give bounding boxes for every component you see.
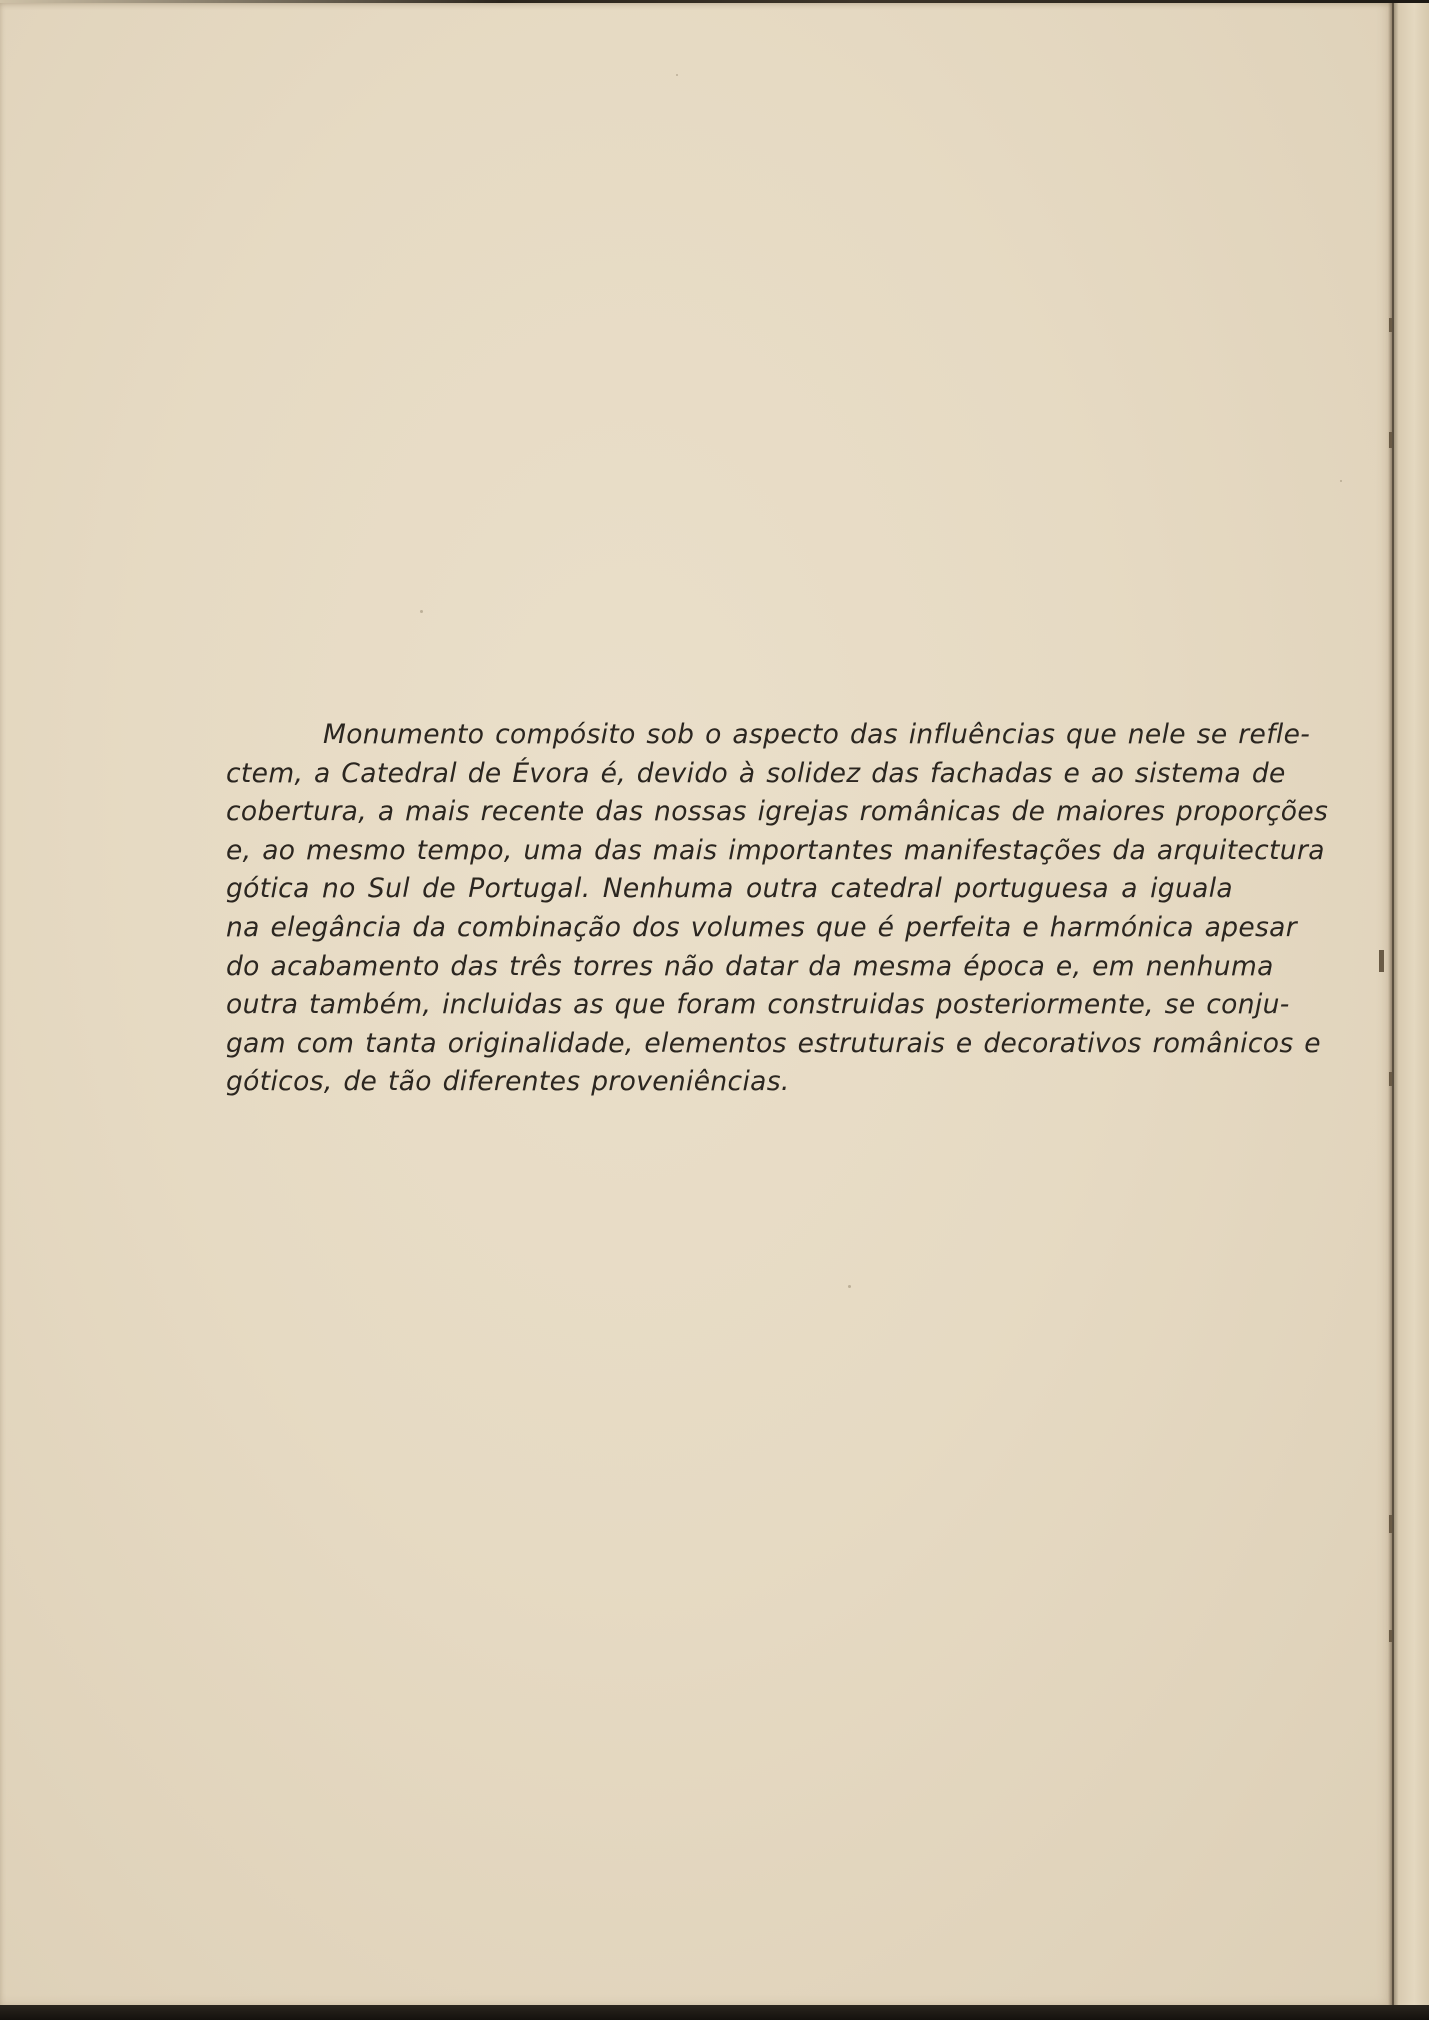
paper-speck — [676, 74, 678, 76]
binding-mark — [1389, 1072, 1392, 1086]
paragraph-line: Monumento compósito sob o aspecto das influências que nele se refle- — [323, 719, 1311, 750]
paper-speck — [1340, 480, 1342, 482]
binding-mark — [1389, 432, 1392, 448]
paper-speck — [848, 1285, 851, 1288]
paragraph-line: na elegância da combinação dos volumes que é perfeita e harmónica apesar — [226, 911, 1298, 943]
underlying-page-edge — [1392, 0, 1429, 2020]
binding-mark — [1389, 318, 1392, 332]
paragraph-line: gam com tanta originalidade, elementos estruturais e decorativos românicos e — [226, 1027, 1321, 1059]
paragraph-line: gótica no Sul de Portugal. Nenhuma outra catedral portuguesa a iguala — [226, 873, 1233, 905]
page-edge-line — [1392, 0, 1394, 2008]
binding-mark — [1389, 1630, 1392, 1642]
paragraph-line: do acabamento das três torres não datar da mesma época e, em nenhuma — [226, 950, 1274, 982]
paper-speck — [420, 610, 423, 613]
bottom-scan-edge — [0, 2005, 1429, 2020]
paragraph-line: góticos, de tão diferentes proveniências. — [226, 1066, 790, 1098]
paragraph-line: outra também, incluidas as que foram construidas posteriormente, se conju- — [226, 989, 1290, 1021]
paragraph-line: cobertura, a mais recente das nossas igrejas românicas de maiores proporções — [226, 796, 1329, 828]
binding-mark — [1389, 1515, 1392, 1533]
body-paragraph — [226, 716, 1329, 1102]
top-scan-edge — [0, 0, 1429, 3]
paragraph-line: ctem, a Catedral de Évora é, devido à solidez das fachadas e ao sistema de — [226, 757, 1286, 789]
paragraph-line: e, ao mesmo tempo, uma das mais importantes manifestações da arquitectura — [226, 834, 1325, 866]
binding-mark — [1379, 950, 1384, 972]
